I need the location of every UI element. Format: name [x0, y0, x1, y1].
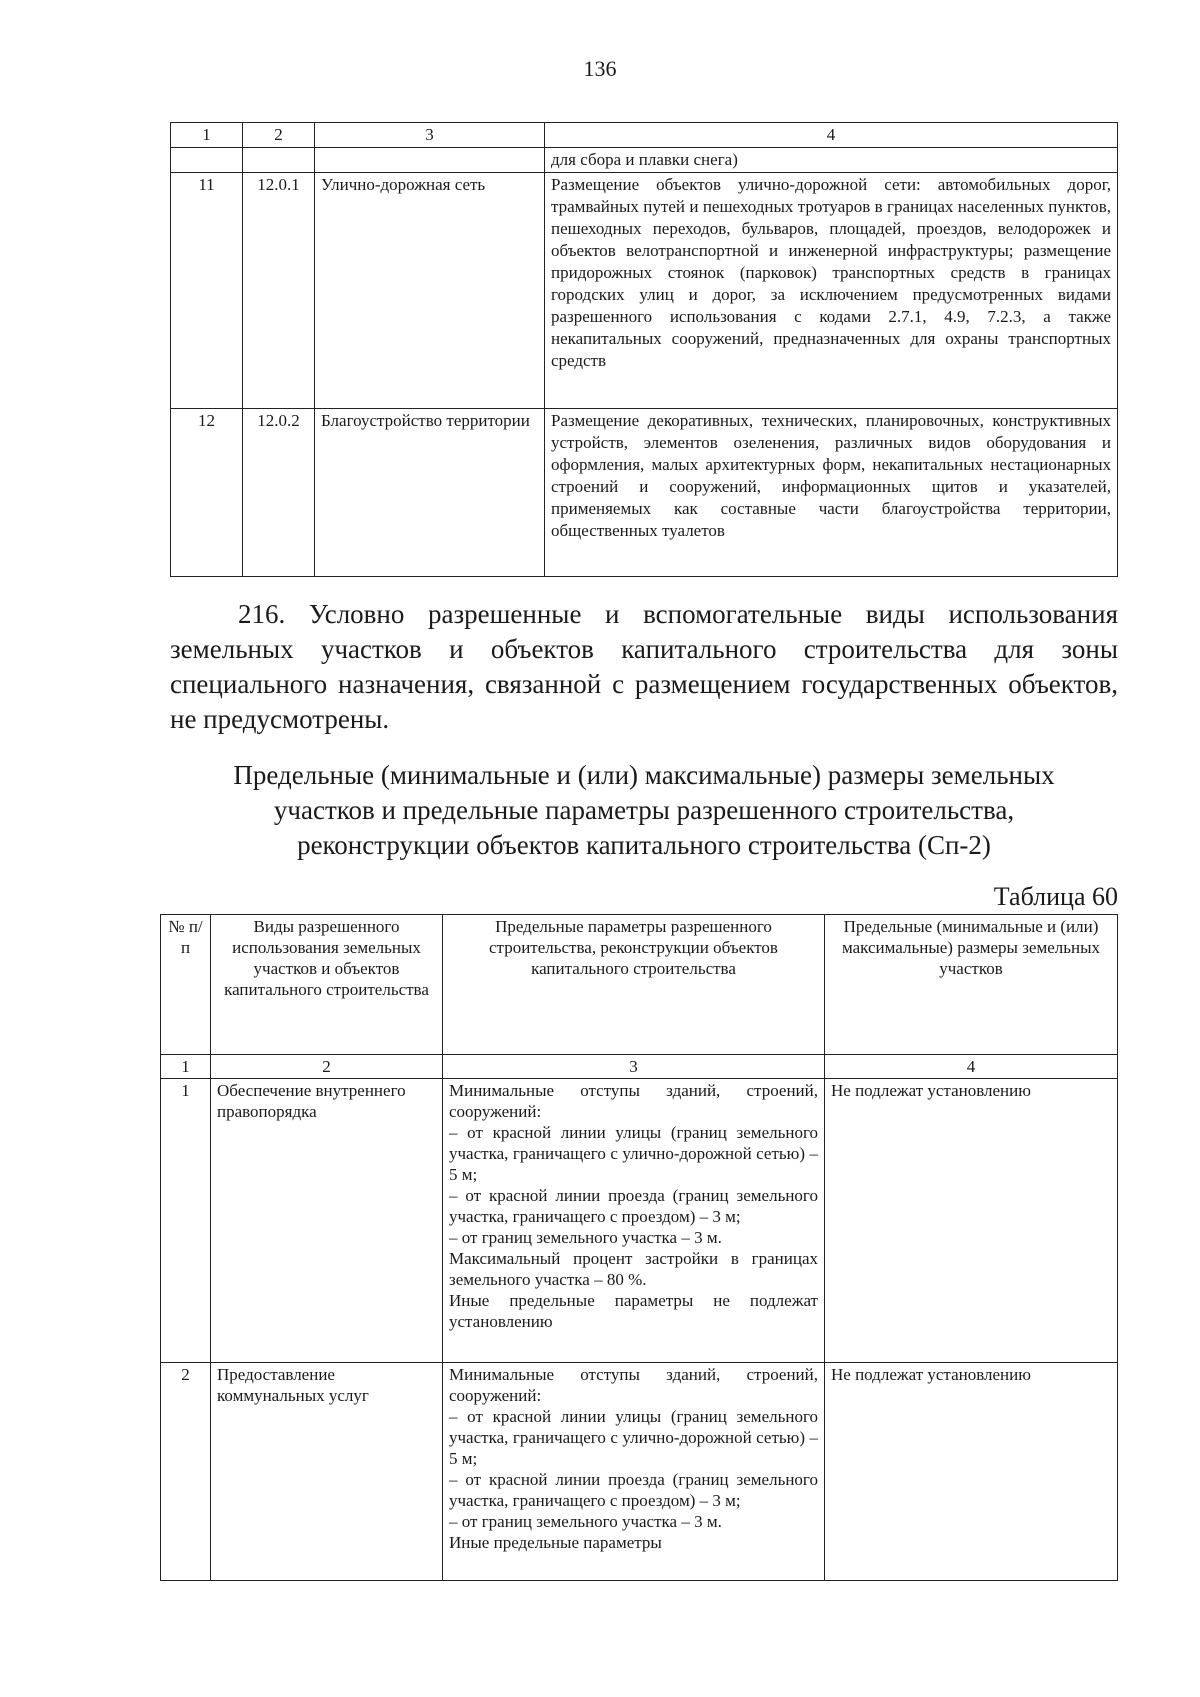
heading-line: реконструкции объектов капитального строительства (Сп-2) — [297, 830, 991, 860]
param-line: – от красной линии улицы (границ земельного участка, граничащего с улично-дорожной сетью) – 5 м; — [449, 1407, 818, 1468]
heading-line: Предельные (минимальные и (или) максимальные) размеры земельных — [233, 760, 1055, 790]
row-name: Благоустройство территории — [315, 409, 545, 577]
paragraph-216: 216. Условно разрешенные и вспомогательные виды использования земельных участков и объектов капитального строительства для зоны специального назначения, связанной с размещением государственных объектов, не предусмотрены. — [170, 599, 1118, 734]
land-use-table-continuation — [170, 122, 1118, 577]
table-row — [161, 1363, 1118, 1581]
header-cell: 1 — [171, 123, 243, 148]
header-cell: Предельные параметры разрешенного строительства, реконструкции объектов капитального строительства — [443, 915, 825, 1055]
table-row — [171, 173, 1118, 409]
column-number: 2 — [211, 1055, 443, 1079]
row-code: 12.0.1 — [243, 173, 315, 409]
row-number: 11 — [171, 173, 243, 409]
header-cell: Виды разрешенного использования земельных участков и объектов капитального строительства — [211, 915, 443, 1055]
param-line: Иные предельные параметры не подлежат установлению — [449, 1291, 818, 1331]
row-kind: Предоставление коммунальных услуг — [211, 1363, 443, 1581]
row-number: 12 — [171, 409, 243, 577]
row-name: Улично-дорожная сеть — [315, 173, 545, 409]
param-line: Иные предельные параметры — [449, 1533, 662, 1552]
heading-line: участков и предельные параметры разрешенного строительства, — [273, 795, 1015, 825]
row-sizes: Не подлежат установлению — [825, 1363, 1118, 1581]
column-number: 4 — [825, 1055, 1118, 1079]
page-number: 136 — [583, 56, 617, 81]
table-row — [171, 409, 1118, 577]
table-caption: Таблица 60 — [993, 882, 1118, 911]
param-line: Минимальные отступы зданий, строений, сооружений: — [449, 1365, 818, 1405]
row-params — [443, 1079, 825, 1363]
header-cell: № п/п — [161, 915, 211, 1055]
row-description: Размещение объектов улично-дорожной сети: автомобильных дорог, трамвайных путей и пешеходных тротуаров в границах населенных пунктов, пешеходных переходов, бульваров, площадей, проездов, велодорожек и объектов велотранспортной и инженерной инфраструктуры; размещение придорожных стоянок (парковок) транспортных средств в границах городских улиц и дорог, за исключением предусмотренных видами разрешенного использования с кодами 2.7.1, 4.9, 7.2.3, а также некапитальных сооружений, предназначенных для охраны транспортных средств — [545, 173, 1118, 409]
param-line: – от границ земельного участка – 3 м. — [449, 1512, 722, 1531]
param-line: Максимальный процент застройки в границах земельного участка – 80 %. — [449, 1249, 818, 1289]
row-sizes: Не подлежат установлению — [825, 1079, 1118, 1363]
param-line: – от красной линии проезда (границ земельного участка, граничащего с проездом) – 3 м; — [449, 1186, 818, 1226]
header-cell: 3 — [315, 123, 545, 148]
param-line: – от границ земельного участка – 3 м. — [449, 1228, 722, 1247]
row-number: 2 — [161, 1363, 211, 1581]
table-header-row — [171, 123, 1118, 148]
continuation-cell: для сбора и плавки снега) — [545, 148, 1118, 173]
table-row — [161, 1079, 1118, 1363]
row-kind: Обеспечение внутреннего правопорядка — [211, 1079, 443, 1363]
param-line: – от красной линии проезда (границ земельного участка, граничащего с проездом) – 3 м; — [449, 1470, 818, 1510]
header-cell: Предельные (минимальные и (или) максимальные) размеры земельных участков — [825, 915, 1118, 1055]
param-line: Минимальные отступы зданий, строений, сооружений: — [449, 1081, 818, 1121]
header-cell: 4 — [545, 123, 1118, 148]
param-line: – от красной линии улицы (границ земельного участка, граничащего с улично-дорожной сетью) – 5 м; — [449, 1123, 818, 1184]
section-heading — [170, 758, 1118, 863]
table-row — [171, 148, 1118, 173]
row-number: 1 — [161, 1079, 211, 1363]
row-code: 12.0.2 — [243, 409, 315, 577]
table-header-row — [161, 915, 1118, 1055]
header-cell: 2 — [243, 123, 315, 148]
row-params — [443, 1363, 825, 1581]
row-description: Размещение декоративных, технических, планировочных, конструктивных устройств, элементов озеленения, различных видов оборудования и оформления, малых архитектурных форм, некапитальных нестационарных строений и сооружений, информационных щитов и указателей, применяемых как составные части благоустройства территории, общественных туалетов — [545, 409, 1118, 577]
column-number-row — [161, 1055, 1118, 1079]
column-number: 1 — [161, 1055, 211, 1079]
table-60 — [160, 914, 1118, 1581]
column-number: 3 — [443, 1055, 825, 1079]
